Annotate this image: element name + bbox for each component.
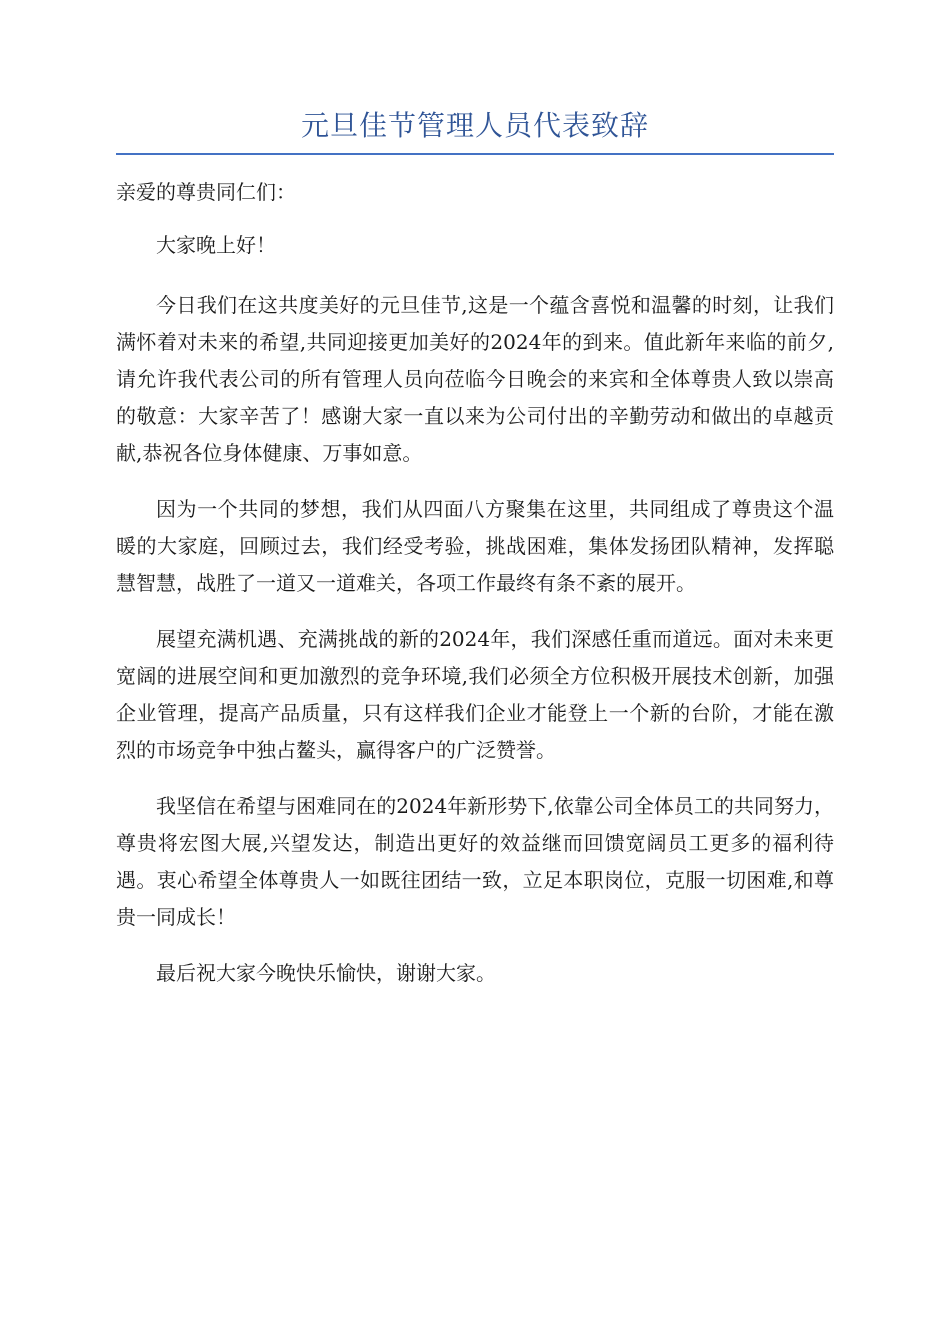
title-underline [116,153,834,155]
paragraph-1: 今日我们在这共度美好的元旦佳节,这是一个蕴含喜悦和温馨的时刻，让我们满怀着对未来的希望,共同迎接更加美好的2024年的到来。值此新年来临的前夕,请允许我代表公司的所有管理人员向莅临今日晚会的来宾和全体尊贵人致以崇高的敬意：大家辛苦了！感谢大家一直以来为公司付出的辛勤劳动和做出的卓越贡献,恭祝各位身体健康、万事如意。 [116,293,834,465]
paragraph-2: 因为一个共同的梦想，我们从四面八方聚集在这里，共同组成了尊贵这个温暖的大家庭，回顾过去，我们经受考验，挑战困难，集体发扬团队精神，发挥聪慧智慧，战胜了一道又一道难关，各项工作最终有条不紊的展开。 [116,497,834,595]
paragraph-4: 我坚信在希望与困难同在的2024年新形势下,依靠公司全体员工的共同努力，尊贵将宏图大展,兴望发达，制造出更好的效益继而回馈宽阔员工更多的福利待遇。衷心希望全体尊贵人一如既往团结一致，立足本职岗位，克服一切困难,和尊贵一同成长！ [116,794,834,929]
document-title: 元旦佳节管理人员代表致辞 [300,109,649,142]
salutation: 亲爱的尊贵同仁们： [116,180,296,204]
paragraph-3: 展望充满机遇、充满挑战的新的2024年，我们深感任重而道远。面对未来更宽阔的进展空间和更加激烈的竞争环境,我们必须全方位积极开展技术创新，加强企业管理，提高产品质量，只有这样我们企业才能登上一个新的台阶，才能在激烈的市场竞争中独占鳌头，赢得客户的广泛赞誉。 [116,627,834,762]
closing-remark: 最后祝大家今晚快乐愉快，谢谢大家。 [156,961,496,985]
document-page [116,104,834,992]
greeting: 大家晚上好！ [156,233,276,257]
